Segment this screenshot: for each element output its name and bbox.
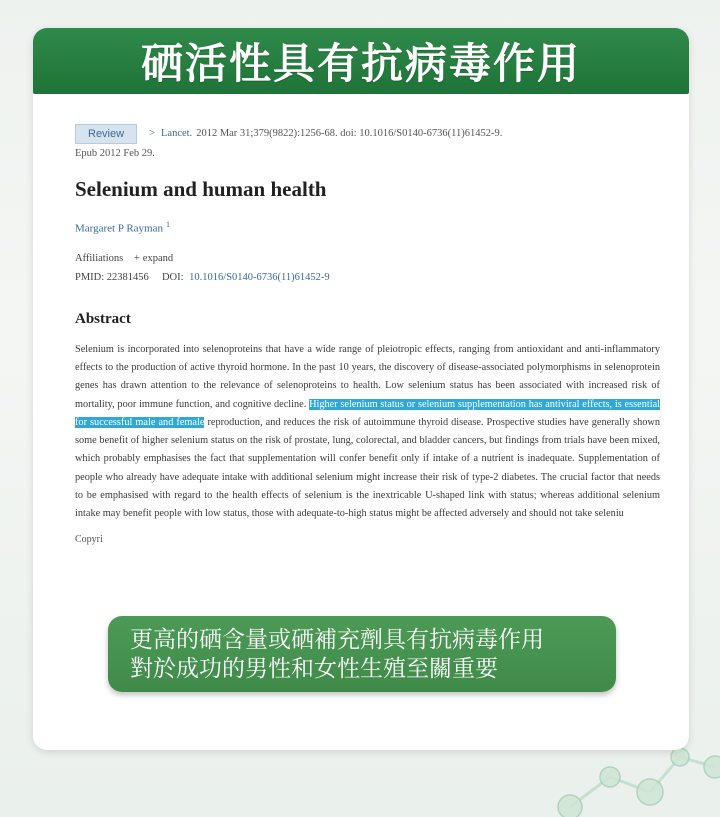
article-document — [75, 124, 660, 545]
header-banner — [33, 28, 689, 94]
plus-icon[interactable]: + — [133, 252, 140, 264]
author-link[interactable]: Margaret P Rayman — [75, 222, 163, 235]
epub-date: Epub 2012 Feb 29. — [75, 148, 155, 159]
author-line — [75, 220, 660, 235]
author-affiliation-sup[interactable]: 1 — [165, 220, 170, 229]
doi-label: DOI: — [161, 271, 184, 283]
abstract-text-before: Selenium is incorporated into selenoproteins that have a wide range of pleiotropic effects, ranging from antioxidant and anti-inflammatory effects to the production of active thyroid hormone. In the past 10 years, the discovery of disease-associated polymorphisms in selenoprotein genes has drawn attention to the relevance of selenoproteins to health. Low selenium status has been associated with increased risk of mortality, poor immune function, and cognitive decline. — [75, 343, 660, 410]
callout-line-1: 更高的硒含量或硒補充劑具有抗病毒作用 — [130, 627, 544, 653]
affiliations-label: Affiliations — [75, 252, 124, 264]
copyright-text: Copyri — [75, 533, 103, 545]
abstract-highlight: Higher selenium status or selenium supplementation has antiviral effects, is essential for successful male and female — [75, 398, 661, 428]
expand-link[interactable]: expand — [142, 252, 174, 264]
banner-title: 硒活性具有抗病毒作用 — [140, 39, 581, 88]
citation-details: 2012 Mar 31;379(9822):1256-68. doi: 10.1016/S0140-6736(11)61452-9. — [196, 128, 503, 139]
callout-box — [108, 616, 616, 692]
abstract-text-after: reproduction, and reduces the risk of autoimmune thyroid disease. Prospective studies have generally shown some benefit of higher selenium status on the risk of prostate, lung, colorectal, and bladder cancers, but findings from trials have been mixed, which probably emphasises the fact that supplementation will confer benefit only if intake of a nutrient is inadequate. Supplementation of people who already have adequate intake with additional selenium might increase their risk of type-2 diabetes. The crucial factor that needs to be emphasised with regard to the health effects of selenium is the inextricable U-shaped link with status; whereas additional selenium intake may benefit people with low status, those with adequate-to-high status might be affected adversely and should not take seleniu — [75, 416, 660, 520]
pmid: PMID: 22381456 — [75, 271, 149, 283]
journal-link[interactable]: Lancet. — [161, 128, 193, 139]
abstract-heading: Abstract — [75, 310, 131, 327]
chevron-right-icon: > — [149, 128, 155, 139]
citation-line — [75, 124, 660, 144]
abstract-text — [75, 341, 660, 524]
article-title: Selenium and human health — [75, 177, 327, 201]
callout-line-2: 對於成功的男性和女性生殖至關重要 — [130, 656, 498, 682]
doi-link[interactable]: 10.1016/S0140-6736(11)61452-9 — [189, 271, 330, 283]
review-badge[interactable]: Review — [75, 124, 137, 144]
article-meta — [75, 249, 660, 287]
